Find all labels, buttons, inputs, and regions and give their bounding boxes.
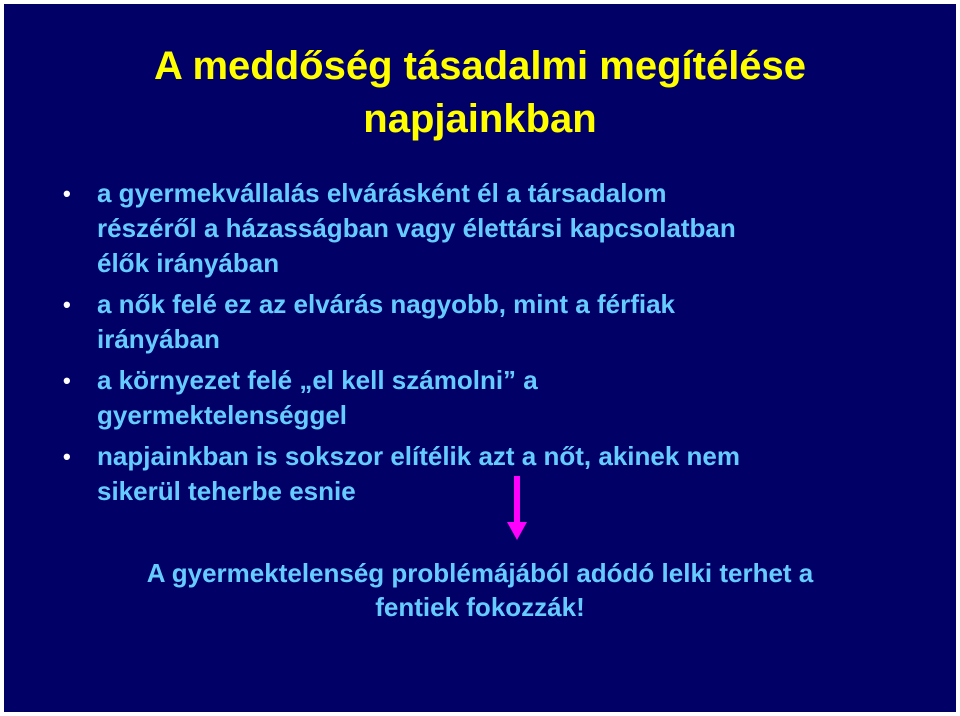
bullet-line: élők irányában [97,248,280,278]
bullet-line: a gyermekvállalás elvárásként él a társadalom [97,178,667,208]
bullet-line: gyermektelenséggel [97,400,348,430]
conclusion-line-2: fentiek fokozzák! [375,592,585,622]
bullet-item [4,363,904,433]
bullet-item [4,439,904,509]
title-line-2: napjainkban [363,97,597,141]
bullet-item [4,176,904,281]
bullet-dot-icon: • [63,444,71,469]
bullet-line: részéről a házasságban vagy élettársi kapcsolatban [97,213,736,243]
slide [4,4,956,712]
down-arrow-icon [507,476,527,540]
conclusion-line-1: A gyermektelenség problémájából adódó lelki terhet a [146,558,814,588]
bullet-dot-icon: • [63,368,71,393]
bullet-line: irányában [97,324,220,354]
bullet-line: sikerül teherbe esnie [97,476,356,506]
slide-title [4,40,956,146]
bullet-item [4,287,904,357]
bullet-list [4,176,904,515]
bullet-line: a környezet felé „el kell számolni” a [97,365,538,395]
conclusion-text [4,556,956,624]
bullet-line: a nők felé ez az elvárás nagyobb, mint a férfiak [97,289,675,319]
bullet-dot-icon: • [63,292,71,317]
bullet-line: napjainkban is sokszor elítélik azt a nőt, akinek nem [97,441,740,471]
title-line-1: A meddőség tásadalmi megítélése [153,44,807,88]
bullet-dot-icon: • [63,181,71,206]
